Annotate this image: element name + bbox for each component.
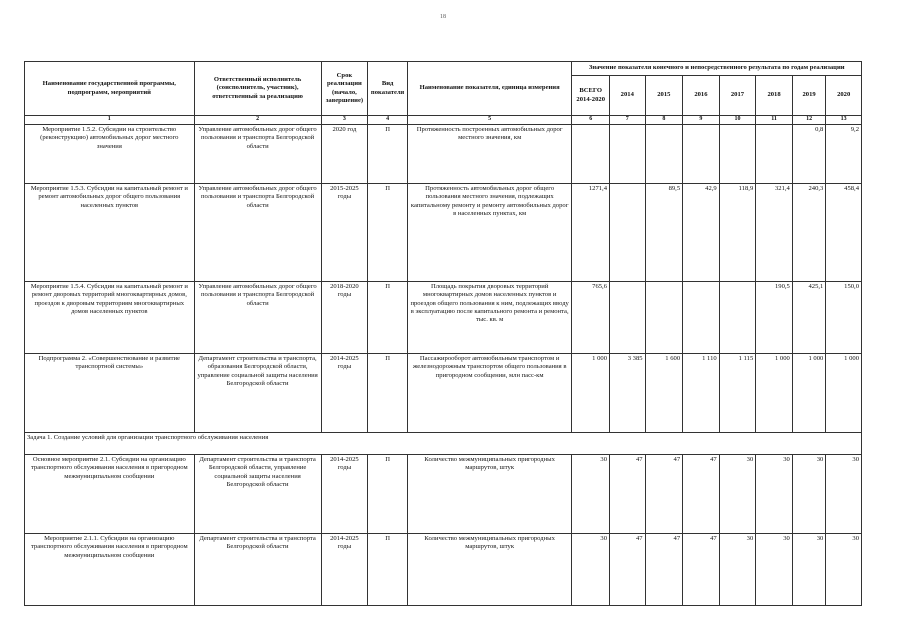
col-number: 7 (610, 116, 646, 125)
col-number: 5 (407, 116, 572, 125)
row-type: П (368, 454, 408, 533)
row-term: 2014-2025 годы (321, 353, 368, 432)
row-value: 42,9 (683, 183, 720, 281)
row-value (645, 281, 683, 353)
row-value: 1271,4 (572, 183, 610, 281)
row-value: 321,4 (756, 183, 793, 281)
row-value: 89,5 (645, 183, 683, 281)
row-name: Мероприятие 1.5.4. Субсидии на капитальный ремонт и ремонт дворовых территорий многоквартирных домов, проездов к дворовым территориям многоквартирных домов населенных пунктов (25, 281, 195, 353)
row-indicator: Количество межмуниципальных пригородных маршрутов, штук (407, 454, 572, 533)
col-number: 9 (683, 116, 720, 125)
row-value (610, 124, 646, 183)
row-value: 30 (826, 454, 862, 533)
row-responsible: Управление автомобильных дорог общего пользования и транспорта Белгородской области (194, 183, 321, 281)
row-indicator: Площадь покрытия дворовых территорий многоквартирных домов населенных пунктов и проездов общего пользования к ним, подлежащих вводу в эксплуатацию после капитального ремонта и ремонта, тыс. кв. м (407, 281, 572, 353)
row-value (719, 281, 756, 353)
row-value: 30 (756, 454, 793, 533)
row-name: Мероприятие 2.1.1. Субсидии на организацию транспортного обслуживания населения в пригородном межмуниципальном сообщении (25, 533, 195, 605)
col-number: 1 (25, 116, 195, 125)
header-year: 2015 (645, 76, 683, 116)
header-year: ВСЕГО 2014-2020 (572, 76, 610, 116)
row-term: 2020 год (321, 124, 368, 183)
row-value: 47 (683, 454, 720, 533)
row-value: 1 115 (719, 353, 756, 432)
row-name: Мероприятие 1.5.2. Субсидии на строительство (реконструкцию) автомобильных дорог местного значения (25, 124, 195, 183)
col-number: 2 (194, 116, 321, 125)
row-type: П (368, 183, 408, 281)
row-term: 2014-2025 годы (321, 533, 368, 605)
row-indicator: Количество межмуниципальных пригородных маршрутов, штук (407, 533, 572, 605)
row-indicator: Пассажирооборот автомобильным транспортом и железнодорожным транспортом общего пользования в пригородном сообщении, млн пасс-км (407, 353, 572, 432)
row-responsible: Управление автомобильных дорог общего пользования и транспорта Белгородской области (194, 124, 321, 183)
row-responsible: Департамент строительства и транспорта Белгородской области, управление социальной защиты населения Белгородской области (194, 454, 321, 533)
row-value: 1 000 (792, 353, 826, 432)
indicator-table (24, 61, 862, 606)
table-row (25, 183, 862, 281)
row-value: 425,1 (792, 281, 826, 353)
header-year: 2016 (683, 76, 720, 116)
row-type: П (368, 281, 408, 353)
col-number: 12 (792, 116, 826, 125)
row-value (756, 124, 793, 183)
col-number: 13 (826, 116, 862, 125)
row-value: 30 (756, 533, 793, 605)
row-type: П (368, 353, 408, 432)
row-value: 1 600 (645, 353, 683, 432)
row-value (645, 124, 683, 183)
page-number: 18 (440, 14, 446, 20)
row-term: 2018-2020 годы (321, 281, 368, 353)
header-term: Срок реализации (начало, завершение) (321, 62, 368, 116)
col-number: 3 (321, 116, 368, 125)
col-number: 4 (368, 116, 408, 125)
header-indicator: Наименование показателя, единица измерения (407, 62, 572, 116)
row-value: 30 (826, 533, 862, 605)
row-value: 458,4 (826, 183, 862, 281)
task-title: Задача 1. Создание условий для организации транспортного обслуживания населения (25, 432, 862, 454)
row-term: 2015-2025 годы (321, 183, 368, 281)
row-value (719, 124, 756, 183)
header-program: Наименование государственной программы, подпрограмм, мероприятий (25, 62, 195, 116)
row-value: 47 (610, 454, 646, 533)
col-number: 10 (719, 116, 756, 125)
row-value: 30 (792, 533, 826, 605)
table-row (25, 124, 862, 183)
header-responsible: Ответственный исполнитель (соисполнитель, участник), ответственный за реализацию (194, 62, 321, 116)
col-number: 11 (756, 116, 793, 125)
row-responsible: Департамент строительства и транспорта, образования Белгородской области, управление социальной защиты населения Белгородской области (194, 353, 321, 432)
header-year: 2018 (756, 76, 793, 116)
row-value: 240,3 (792, 183, 826, 281)
header-year: 2014 (610, 76, 646, 116)
row-value (610, 281, 646, 353)
col-number: 6 (572, 116, 610, 125)
table-row (25, 281, 862, 353)
table-row (25, 533, 862, 605)
row-name: Мероприятие 1.5.3. Субсидии на капитальный ремонт и ремонт автомобильных дорог общего пользования населенных пунктов (25, 183, 195, 281)
header-values: Значение показателя конечного и непосредственного результата по годам реализации (572, 62, 862, 76)
row-indicator: Протяженность автомобильных дорог общего пользования местного значения, подлежащих капитальному ремонту и ремонту автомобильных дорог в населенных пунктах, км (407, 183, 572, 281)
row-value: 1 000 (826, 353, 862, 432)
row-responsible: Департамент строительства и транспорта Белгородской области (194, 533, 321, 605)
table-row (25, 353, 862, 432)
row-name: Основное мероприятие 2.1. Субсидии на организацию транспортного обслуживания населения в пригородном межмуниципальном сообщении (25, 454, 195, 533)
row-value: 9,2 (826, 124, 862, 183)
row-type: П (368, 533, 408, 605)
row-type: П (368, 124, 408, 183)
column-number-row (25, 116, 862, 125)
row-indicator: Протяженность построенных автомобильных дорог местного значения, км (407, 124, 572, 183)
row-value: 30 (792, 454, 826, 533)
row-value: 47 (645, 454, 683, 533)
row-value: 47 (610, 533, 646, 605)
row-value: 1 110 (683, 353, 720, 432)
row-value: 150,0 (826, 281, 862, 353)
row-value: 3 385 (610, 353, 646, 432)
row-value (683, 124, 720, 183)
col-number: 8 (645, 116, 683, 125)
row-value: 30 (719, 533, 756, 605)
task-row (25, 432, 862, 454)
row-term: 2014-2025 годы (321, 454, 368, 533)
row-value: 190,5 (756, 281, 793, 353)
header-year: 2019 (792, 76, 826, 116)
row-name: Подпрограмма 2. «Совершенствование и развитие транспортной системы» (25, 353, 195, 432)
header-year: 2017 (719, 76, 756, 116)
row-value: 1 000 (572, 353, 610, 432)
row-value: 0,8 (792, 124, 826, 183)
row-value: 765,6 (572, 281, 610, 353)
row-value: 118,9 (719, 183, 756, 281)
row-value: 47 (683, 533, 720, 605)
row-value: 47 (645, 533, 683, 605)
row-value (572, 124, 610, 183)
table-row (25, 454, 862, 533)
header-type: Вид показателя (368, 62, 408, 116)
row-value (610, 183, 646, 281)
row-value: 30 (719, 454, 756, 533)
row-value: 30 (572, 533, 610, 605)
row-value: 30 (572, 454, 610, 533)
header-year: 2020 (826, 76, 862, 116)
row-value (683, 281, 720, 353)
row-value: 1 000 (756, 353, 793, 432)
row-responsible: Управление автомобильных дорог общего пользования и транспорта Белгородской области (194, 281, 321, 353)
